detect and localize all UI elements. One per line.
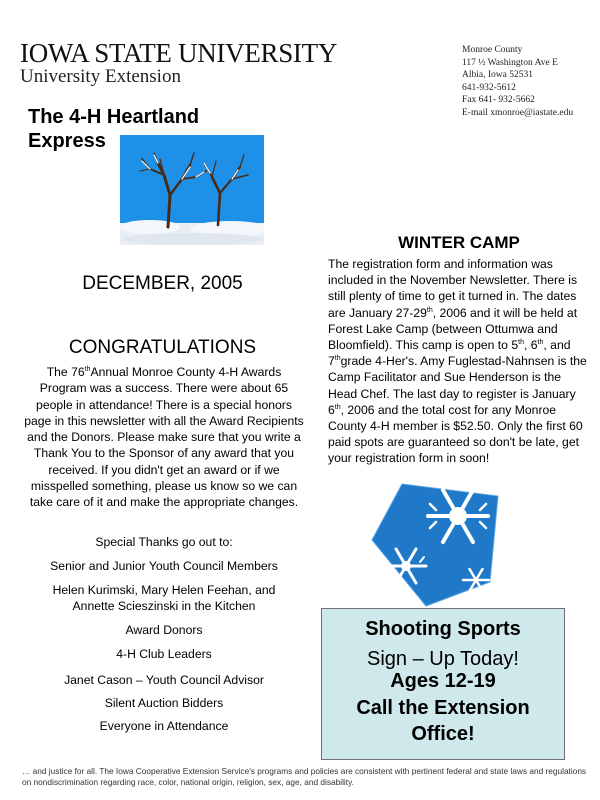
snowflake-illustration (366, 478, 506, 608)
ordinal-suffix: th (518, 338, 524, 346)
ordinal-suffix: th (334, 355, 341, 363)
contact-line: 641-932-5612 (462, 82, 516, 93)
winter-tree-illustration (120, 135, 264, 245)
text-run: grade 4-Her's. Amy Fuglestad-Nahnsen is the Camp Facilitator and Sue Henderson is the Head Chef. The last day to register is January 6 (328, 354, 587, 417)
thanks-intro: Special Thanks go out to: (95, 535, 233, 549)
text-run: The registration form and information was included in the November Newsletter. There is still plenty of time to get it turned in. The dates are January 27-29 (328, 257, 578, 320)
newsletter-title-line: The 4-H Heartland (28, 106, 200, 128)
text-run: , 6 (523, 338, 538, 353)
ordinal-suffix: th (334, 403, 341, 411)
promo-line: Office! (411, 723, 475, 745)
university-logo-name: IOWA STATE UNIVERSITY (20, 38, 338, 68)
promo-line: Call the Extension (356, 697, 530, 719)
thanks-item: Award Donors (125, 623, 203, 637)
thanks-item: Senior and Junior Youth Council Members (50, 559, 278, 573)
university-extension-label: University Extension (20, 66, 181, 87)
text-run: The 76 (46, 365, 85, 379)
thanks-item: 4-H Club Leaders (116, 647, 212, 661)
promo-line: Ages 12-19 (390, 670, 496, 692)
issue-date: DECEMBER, 2005 (82, 273, 243, 294)
congratulations-heading: CONGRATULATIONS (68, 337, 257, 358)
thanks-item: Janet Cason – Youth Council Advisor (64, 673, 264, 687)
thanks-item: Silent Auction Bidders (104, 696, 224, 710)
contact-email[interactable]: E-mail xmonroe@iastate.edu (462, 107, 574, 118)
thanks-item: Helen Kurimski, Mary Helen Feehan, and (52, 583, 276, 597)
contact-line: Albia, Iowa 52531 (462, 70, 533, 80)
text-run: Annual Monroe County 4-H Awards Program was a success. There were about 65 people in attendance! There is a special honors page in this newsletter with all the Award Recipients and the Donors. Please make sure that you write a Thank You to the Sponsor of any award that you received. If you didn't get an award or if we misspelled something, please us know so we can take care of it and make the appropriate changes. (24, 365, 304, 510)
thanks-item: Everyone in Attendance (99, 719, 229, 733)
shooting-sports-promo (321, 608, 565, 760)
promo-line: Shooting Sports (365, 618, 521, 640)
contact-line: 117 ½ Washington Ave E (462, 57, 558, 68)
ordinal-suffix: th (84, 365, 91, 373)
text-run: , and 7 (328, 338, 571, 369)
contact-line: Fax 641- 932-5662 (462, 95, 535, 105)
ordinal-suffix: th (426, 306, 433, 314)
text-run: , 2006 and the total cost for any Monroe County 4-H member is $52.50. Only the first 60 paid spots are guaranteed so don't be late, get your registration form in soon! (328, 402, 583, 466)
newsletter-title-line: Express (28, 130, 106, 152)
contact-block (462, 44, 594, 119)
ordinal-suffix: th (537, 338, 544, 346)
winter-camp-heading: WINTER CAMP (398, 233, 520, 252)
thanks-item: Annette Scieszinski in the Kitchen (72, 599, 256, 613)
congratulations-body (22, 364, 306, 511)
promo-line: Sign – Up Today! (367, 648, 519, 670)
text-run: , 2006 and it will be held at Forest Lake Camp (between Ottumwa and Bloomfield). This camp is open to 5 (328, 305, 578, 353)
winter-camp-body (328, 256, 592, 467)
nondiscrimination-footer: … and justice for all. The Iowa Cooperative Extension Service's programs and policies are consistent with pertinent federal and state laws and regulations on nondiscrimination regarding race, color, national origin, religion, sex, age, and disability. (22, 766, 587, 787)
contact-line: Monroe County (462, 45, 523, 55)
